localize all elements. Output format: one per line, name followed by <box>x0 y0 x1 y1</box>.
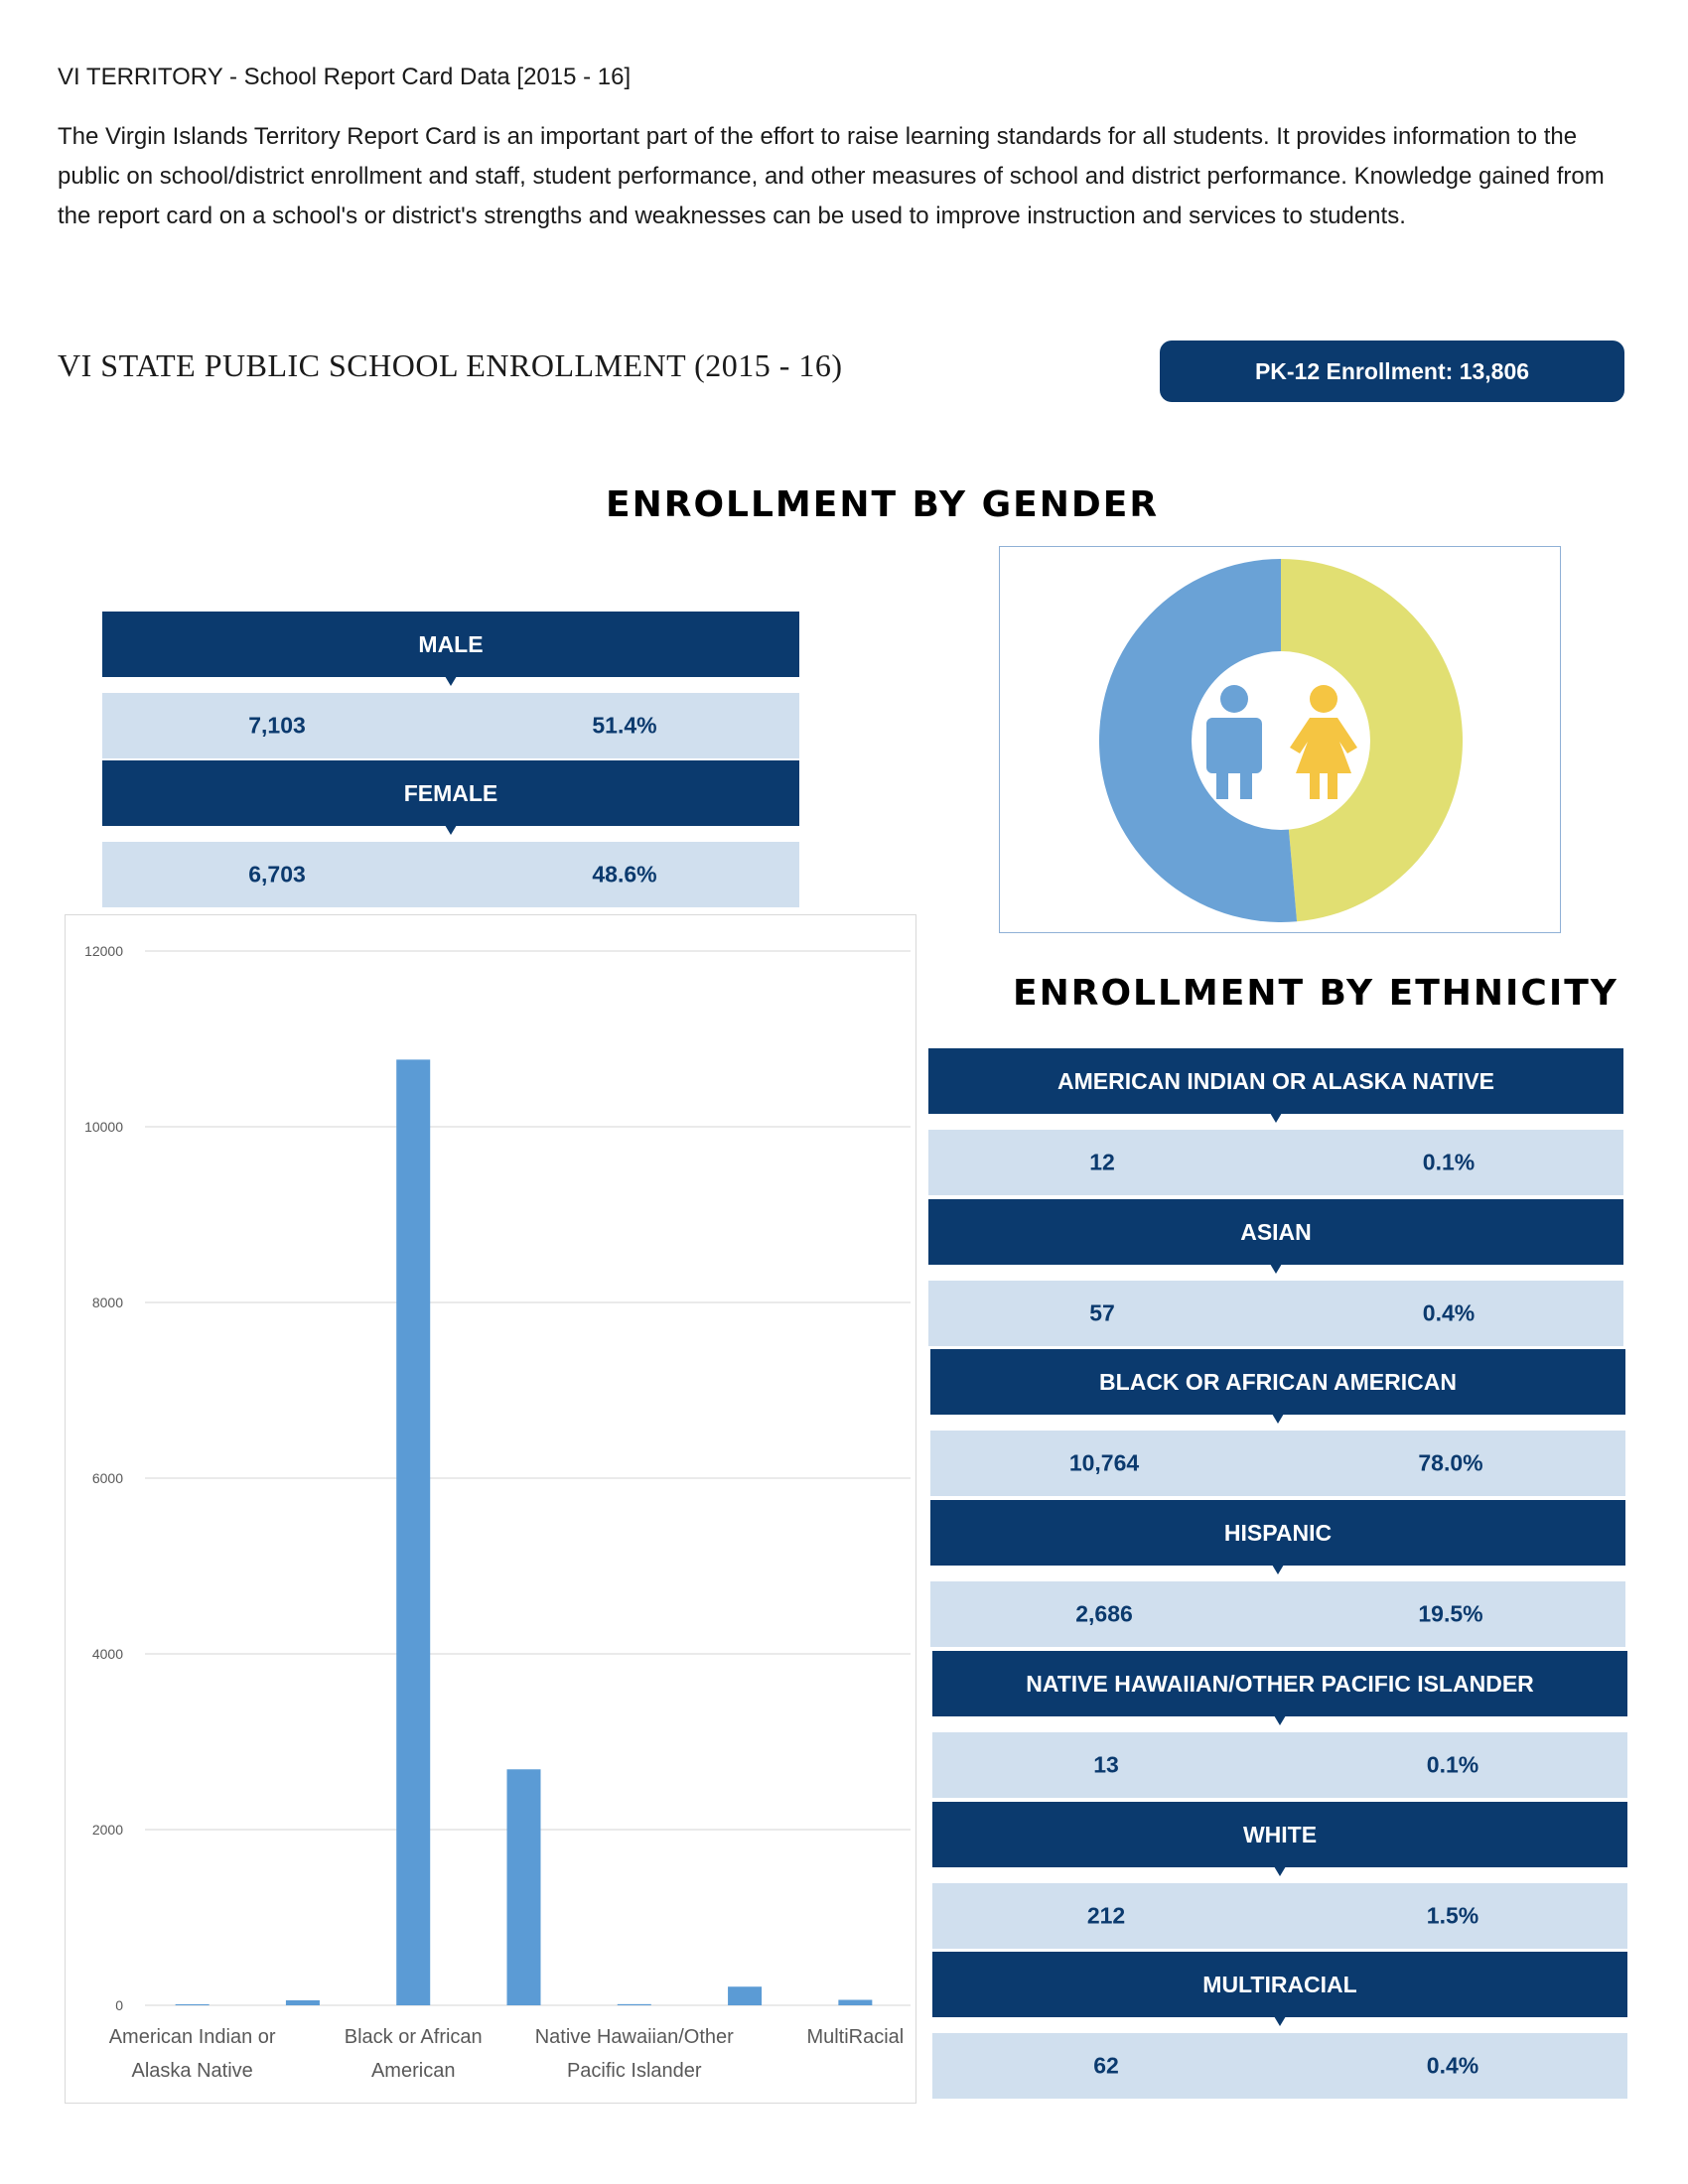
ethnicity-count: 13 <box>1093 1751 1119 1778</box>
bar-hispanic <box>507 1769 541 2005</box>
ethnicity-percent: 0.1% <box>1426 1751 1479 1778</box>
bar-black-or-african-american <box>396 1059 430 2005</box>
female-percent: 48.6% <box>592 861 657 887</box>
ethnicity-values <box>932 1883 1627 1949</box>
y-tick-label: 0 <box>115 1997 123 2013</box>
pointer-icon <box>445 676 457 686</box>
female-header <box>102 760 799 826</box>
ethnicity-percent: 0.4% <box>1426 2052 1479 2079</box>
document-subtitle: VI TERRITORY - School Report Card Data [2015 - 16] <box>58 64 632 90</box>
ethnicity-header <box>928 1199 1623 1265</box>
ethnicity-label: BLACK OR AFRICAN AMERICAN <box>1099 1368 1457 1395</box>
male-count: 7,103 <box>248 712 306 739</box>
ethnicity-values <box>928 1281 1623 1346</box>
ethnicity-count: 12 <box>1089 1149 1115 1175</box>
section-title: VI STATE PUBLIC SCHOOL ENROLLMENT (2015 - 16) <box>58 347 843 383</box>
y-tick-label: 10000 <box>84 1119 123 1135</box>
x-category-label: Black or African <box>344 2026 483 2048</box>
ethnicity-header <box>932 1952 1627 2017</box>
pointer-icon <box>1274 1866 1286 1876</box>
bar-american-indian-or-alaska-native <box>176 2004 210 2005</box>
pointer-icon <box>1274 2016 1286 2026</box>
ethnicity-header <box>932 1651 1627 1716</box>
ethnicity-header <box>930 1500 1625 1566</box>
gender-donut-chart <box>999 546 1561 933</box>
x-category-label: American Indian or <box>108 2026 276 2048</box>
ethnicity-percent: 19.5% <box>1418 1600 1483 1627</box>
x-category-label: Alaska Native <box>131 2060 253 2082</box>
ethnicity-header <box>930 1349 1625 1415</box>
ethnicity-percent: 78.0% <box>1418 1449 1483 1476</box>
ethnicity-header <box>932 1802 1627 1867</box>
male-label: MALE <box>418 630 484 657</box>
bar-native-hawaiian-other-pacific-islander <box>618 2004 651 2005</box>
male-percent: 51.4% <box>592 712 657 739</box>
y-tick-label: 4000 <box>91 1646 123 1662</box>
x-category-label: American <box>370 2060 456 2082</box>
ethnicity-percent: 0.4% <box>1422 1299 1476 1326</box>
ethnicity-percent: 1.5% <box>1426 1902 1479 1929</box>
pk12-enrollment-badge: PK-12 Enrollment: 13,806 <box>1160 341 1624 402</box>
ethnicity-count: 62 <box>1093 2052 1119 2079</box>
gender-heading: ENROLLMENT BY GENDER <box>606 484 1160 525</box>
female-label: FEMALE <box>403 779 498 806</box>
x-category-label: Pacific Islander <box>566 2060 702 2082</box>
female-count: 6,703 <box>248 861 306 887</box>
ethnicity-heading: ENROLLMENT BY ETHNICITY <box>1013 973 1618 1014</box>
male-values <box>102 693 799 758</box>
ethnicity-label: HISPANIC <box>1223 1519 1333 1546</box>
bar-asian <box>286 2000 320 2005</box>
ethnicity-values <box>930 1431 1625 1496</box>
ethnicity-header <box>928 1048 1623 1114</box>
intro-paragraph: The Virgin Islands Territory Report Card is an important part of the effort to raise learning standards for all students. It provides information to the public on school/district enrollment and staff, student performance, and other measures of school and district performance. Knowledge gained from the report card on a school's or district's strengths and weaknesses can be used to improve instruction and services to students. <box>58 123 1605 229</box>
ethnicity-count: 212 <box>1086 1902 1126 1929</box>
ethnicity-label: NATIVE HAWAIIAN/OTHER PACIFIC ISLANDER <box>1026 1670 1534 1697</box>
ethnicity-values <box>928 1130 1623 1195</box>
y-tick-label: 12000 <box>84 943 123 959</box>
ethnicity-label: MULTIRACIAL <box>1202 1971 1357 1997</box>
x-category-label: MultiRacial <box>806 2026 905 2048</box>
ethnicity-values <box>932 1732 1627 1798</box>
bar-multiracial <box>838 2000 872 2005</box>
y-tick-label: 8000 <box>91 1295 123 1310</box>
pointer-icon <box>1272 1565 1284 1574</box>
ethnicity-bar-chart <box>65 914 916 2104</box>
ethnicity-percent: 0.1% <box>1422 1149 1476 1175</box>
ethnicity-label: AMERICAN INDIAN OR ALASKA NATIVE <box>1057 1067 1494 1094</box>
pointer-icon <box>1270 1113 1282 1123</box>
ethnicity-count: 2,686 <box>1075 1600 1133 1627</box>
ethnicity-label: WHITE <box>1242 1821 1318 1847</box>
bar-white <box>728 1986 762 2005</box>
female-values <box>102 842 799 907</box>
y-tick-label: 6000 <box>91 1470 123 1486</box>
pointer-icon <box>1270 1264 1282 1274</box>
ethnicity-values <box>932 2033 1627 2099</box>
ethnicity-count: 57 <box>1089 1299 1115 1326</box>
pointer-icon <box>1274 1715 1286 1725</box>
ethnicity-count: 10,764 <box>1068 1449 1140 1476</box>
ethnicity-values <box>930 1581 1625 1647</box>
x-category-label: Native Hawaiian/Other <box>534 2026 734 2048</box>
ethnicity-label: ASIAN <box>1240 1218 1312 1245</box>
male-header <box>102 612 799 677</box>
pointer-icon <box>1272 1414 1284 1424</box>
y-tick-label: 2000 <box>91 1822 123 1838</box>
pointer-icon <box>445 825 457 835</box>
